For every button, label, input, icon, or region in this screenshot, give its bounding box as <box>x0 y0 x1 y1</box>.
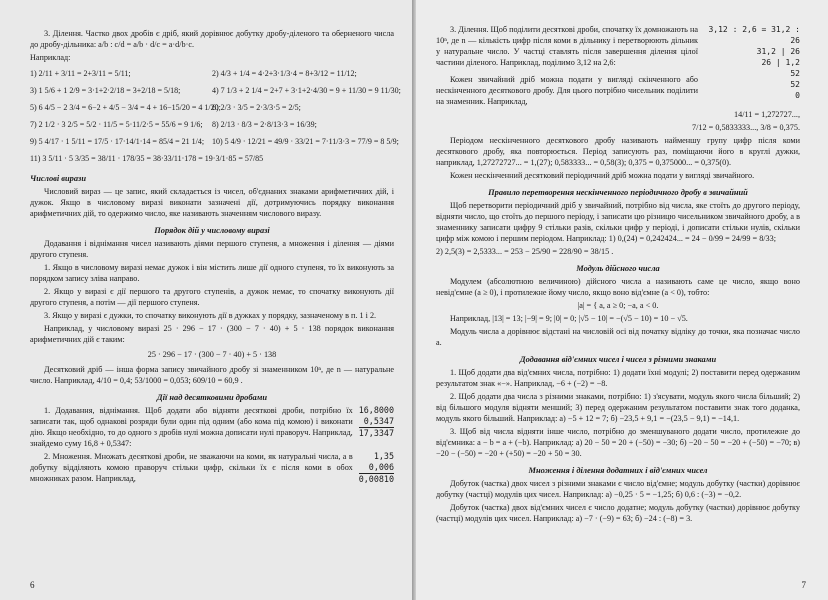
modulus-formula: |a| = { a, a ≥ 0; −a, a < 0. <box>577 301 659 310</box>
example-row: 1) 2/11 + 3/11 = 2+3/11 = 5/11; 2) 4/3 + 1/4 = 4·2+3·1/3·4 = 8+3/12 = 11/12; <box>30 69 357 78</box>
heading-modulus: Модуль дійсного числа <box>576 264 660 273</box>
decimal-definition: Десятковий дріб — інша форма запису звичайного дробу зі знаменником 10ⁿ, де n — натуральне число. Наприклад, 4/10 = 0,4; 53/1000 = 0,053; 609/10 = 60,9 . <box>30 365 394 385</box>
addition-rule: 2. Щоб додати два числа з різними знаками, потрібно: 1) з'ясувати, модуль якого числа більший; 2) від більшого модуля відняти менший; 3) перед одержаним результатом поставити знак того доданка, модуль якого більший. Наприклад: а) −5 + 12 = 7; б) −23,5 + 9,1 = −(23,5 − 9,1) = −14,1. <box>436 392 800 423</box>
conversion-example: 14/11 = 1,272727..., <box>734 110 800 119</box>
example-row: 5) 6 4/5 − 2 3/4 = 6−2 + 4/5 − 3/4 = 4 + 16−15/20 = 4 1/20; 6) 2/3 · 3/5 = 2·3/3·5 = 2/5; <box>30 103 301 112</box>
order-paragraph: Додавання і віднімання чисел називають діями першого ступеня, а множення і ділення — діями другого ступеня. <box>30 239 394 259</box>
periodic-example: 2) 2,5(3) = 2,5333... = 253 − 25/90 = 228/90 = 38/15 . <box>436 247 614 256</box>
decimal-multiplication-rule: 2. Множення. Множать десяткові дроби, не зважаючи на коми, як натуральні числа, а в добутку відділяють комою праворуч стільки цифр, скільки їх є після коми в обох множниках разом. Наприклад, <box>30 452 353 483</box>
left-page <box>0 0 412 600</box>
addition-rule: 1. Щоб додати два від'ємних числа, потрібно: 1) додати їхні модулі; 2) поставити перед одержаним результатом знак «−». Наприклад, −6 + (−2) = −8. <box>436 368 800 388</box>
order-paragraph: 3. Якщо у виразі є дужки, то спочатку виконують дії в дужках у порядку, зазначеному в п. 1 і 2. <box>44 311 377 320</box>
order-expression: 25 · 296 − 17 · (300 − 7 · 40) + 5 · 138 <box>147 350 277 359</box>
column-addition: 16,8000 0,5347 17,3347 <box>358 405 394 438</box>
example-label: Наприклад: <box>30 53 71 62</box>
numeric-expression-definition: Числовий вираз — це запис, який складається із чисел, об'єднаних знаками арифметичних дій, і дужок. Якщо в числовому виразі виконати зазначені дії, дотримуючись порядку виконання арифметичних дій, то одержимо число, яке називають значенням числового виразу. <box>30 187 394 218</box>
column-division: 3,12 : 2,6 = 31,2 : 26 31,2 | 26 26 | 1,2 52 52 0 <box>708 25 800 100</box>
fraction-conversion: Кожен звичайний дріб можна подати у вигляді скінченного або нескінченного десяткового дробу. Для цього потрібно чисельник поділити на знаменник. Наприклад, <box>436 75 698 106</box>
heading-order-of-operations: Порядок дій у числовому виразі <box>154 226 270 235</box>
period-note: Кожен нескінченний десятковий періодичний дріб можна подати у вигляді звичайного. <box>450 171 755 180</box>
order-paragraph: 1. Якщо в числовому виразі немає дужок і він містить лише дії одного ступеня, то їх виконують за порядком запису зліва направо. <box>30 263 394 283</box>
heading-multiplication-signs: Множення і ділення додатних і від'ємних чисел <box>528 466 708 475</box>
column-multiplication: 1,35 0,006 0,00810 <box>358 451 394 484</box>
period-definition: Періодом нескінченного десяткового дробу називають найменшу групу цифр після коми десяткового дробу, яка повторюється. Період записують раз, поміщаючи його в круглі дужки, наприклад, 1,27272727... = 1,(27); 0,583333... = 0,58(3); 0,375 = 0,375000... = 0,375(0). <box>436 136 800 167</box>
right-page <box>416 0 828 600</box>
heading-decimal-operations: Дії над десятковими дробами <box>156 393 268 402</box>
modulus-definition: Модулем (абсолютною величиною) дійсного числа a називають саме це число, якщо воно невід'ємне (a ≥ 0), і протилежне йому число, якщо воно від'ємне (a < 0), тобто: <box>436 277 800 297</box>
order-paragraph: 2. Якщо у виразі є дії першого та другого ступенів, а дужок немає, то спочатку виконують дії другого ступеня, а потім — дії першого ступеня. <box>30 287 394 307</box>
page-number-left: 6 <box>30 580 35 590</box>
example-row: 11) 3 5/11 · 5 3/35 = 38/11 · 178/35 = 38·33/11·178 = 19·3/1·85 = 57/85 <box>30 154 264 163</box>
examples-list <box>30 65 401 167</box>
periodic-rule: Щоб перетворити періодичний дріб у звичайний, потрібно від числа, яке стоїть до другого періоду, відняти число, що стоїть до першого періоду, і записати цю різницю чисельником звичайного дробу, а в знаменнику записати цифру 9 стільки разів, скільки цифр у періоді, і дописати стільки нулів, скільки цифр між комою і першим періодом. Наприклад: 1) 0,(24) = 0,242424... = 24 − 0/99 = 24/99 = 8/33; <box>436 201 800 243</box>
multiplication-rule: Добуток (частка) двох від'ємних чисел є число додатне; модуль добутку (частки) дорівнює добутку (частці) модулів цих чисел. Наприклад: а) −7 · (−9) = 63; б) −24 : (−8) = 3. <box>436 503 800 523</box>
modulus-examples: Наприклад, |13| = 13; |−9| = 9; |0| = 0; |√5 − 10| = −(√5 − 10) = 10 − √5. <box>450 314 688 323</box>
multiplication-rule: Добуток (частка) двох чисел з різними знаками є число від'ємне; модуль добутку (частки) дорівнює добутку (частці) модулів цих чисел. Наприклад: а) −0,25 · 5 = −1,25; б) 0,6 : (−3) = −0,2. <box>436 479 800 499</box>
heading-periodic-rule: Правило перетворення нескінченного періодичного дробу в звичайний <box>488 188 748 197</box>
example-row: 7) 2 1/2 · 3 2/5 = 5/2 · 11/5 = 5·11/2·5 = 55/6 = 9 1/6; 8) 2/13 · 8/3 = 2·8/13·3 = 16/39; <box>30 120 317 129</box>
page-number-right: 7 <box>801 580 806 590</box>
division-rule: 3. Ділення. Частко двох дробів є дріб, який дорівнює добутку дробу-діленого та оберненого числа до дробу-дільника: a/b : c/d = a/b · d/c = a·d/b·c. <box>30 29 394 49</box>
heading-addition-signs: Додавання від'ємних чисел і чисел з різними знаками <box>519 355 717 364</box>
example-row: 3) 1 5/6 + 1 2/9 = 3·1+2·2/18 = 3+2/18 = 5/18; 4) 7 1/3 + 2 1/4 = 2+7 + 3·1+2·4/30 = 9 + 11/30 = 9 11/30; <box>30 86 401 95</box>
decimal-division-rule: 3. Ділення. Щоб поділити десяткові дроби, спочатку їх домножають на 10ⁿ, де n — кількість цифр після коми в дільнику і перетворюють дільник у натуральне число. У частці ставлять після завершення ділення цілої частини діленого. Наприклад, поділимо 3,12 на 2,6: <box>436 25 698 67</box>
subtraction-rule: 3. Щоб від числа відняти інше число, потрібно до зменшуваного додати число, протилежне до від'ємника: a − b = a + (−b). Наприклад: а) 20 − 50 = 20 + (−50) = −30; б) −20 − 50 = −20 + (−50) = −70; в) −20 − (−50) = −20 + (+50) = −20 + 50 = 30. <box>436 427 800 458</box>
conversion-example: 7/12 = 0,5833333..., 3/8 = 0,375. <box>692 123 800 132</box>
decimal-addition-rule: 1. Додавання, віднімання. Щоб додати або відняти десяткові дроби, потрібно їх записати так, щоб однакові розряди були один під одним (або кома під комою) і виконати дію. Якщо необхідно, то до одного з дробів нулі можна дописати нулі праворуч. Наприклад, знайдемо суму 16,8 + 0,5347: <box>30 406 353 448</box>
modulus-geometric: Модуль числа a дорівнює відстані на числовій осі від початку відліку до точки, яка позначає число a. <box>436 327 800 347</box>
order-paragraph: Наприклад, у числовому виразі 25 · 296 − 17 · (300 − 7 · 40) + 5 · 138 порядок виконання арифметичних дій є таким: <box>30 324 394 344</box>
heading-numeric-expressions: Числові вирази <box>30 174 86 183</box>
example-row: 9) 5 4/17 · 1 5/11 = 17/5 · 17·14/1·14 = 85/4 = 21 1/4; 10) 5 4/9 · 12/21 = 49/9 · 33/21 = 7·11/3·3 = 77/9 = 8 5/9; <box>30 137 399 146</box>
